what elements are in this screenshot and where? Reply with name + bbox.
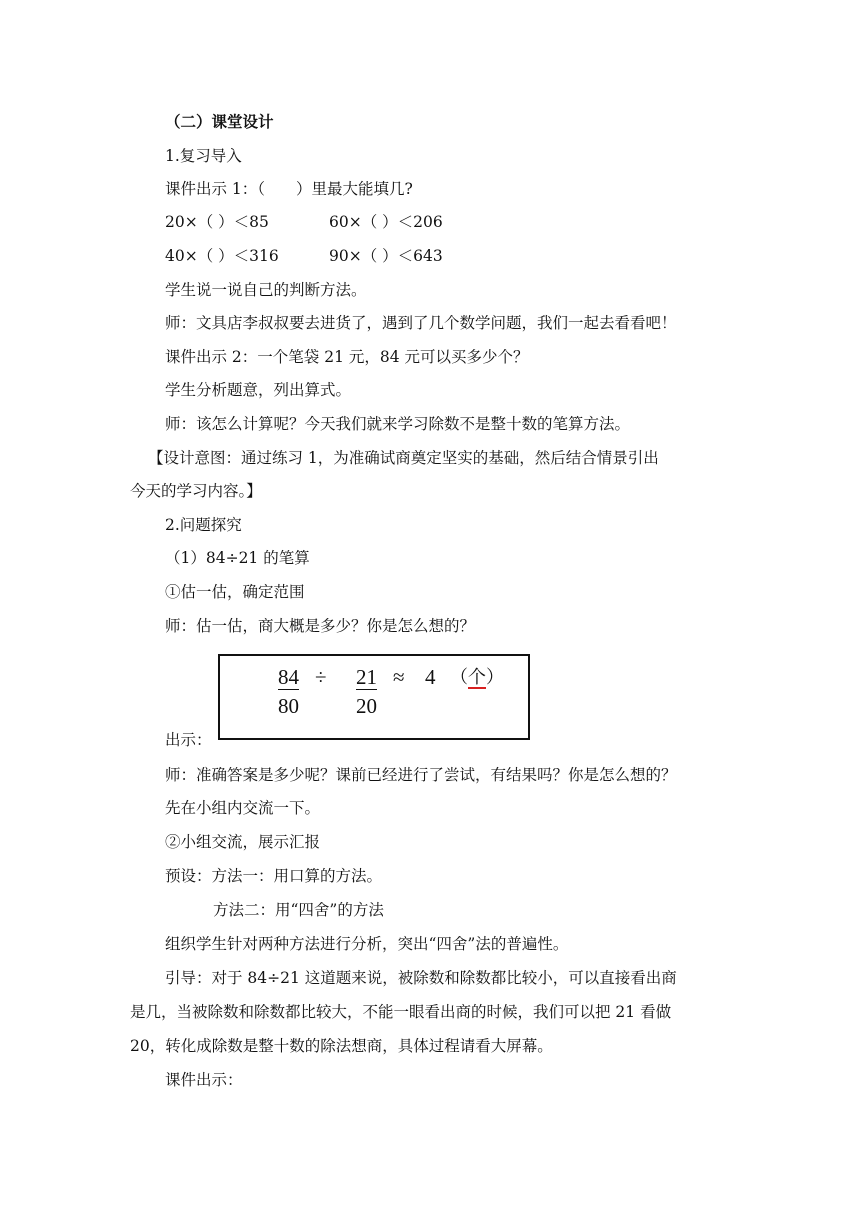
dividend-rounded: 80	[278, 694, 299, 718]
guide-line-3: 20，转化成除数是整十数的除法想商，具体过程请看大屏幕。	[130, 1037, 553, 1055]
paragraph-teacher-3: 师：估一估，商大概是多少？你是怎么想的？	[165, 617, 476, 635]
inequality-3: 40×（ ）＜316	[165, 247, 279, 265]
paragraph-teacher-4: 师：准确答案是多少呢？课前已经进行了尝试，有结果吗？你是怎么想的？	[165, 766, 677, 784]
guide-line-1: 引导：对于 84÷21 这道题来说，被除数和除数都比较小，可以直接看出商	[165, 969, 677, 987]
divisor: 21	[356, 665, 377, 689]
design-intent-line-2: 今天的学习内容。】	[130, 482, 262, 500]
unit-word: 个	[468, 667, 486, 687]
kejian-3: 课件出示：	[165, 1071, 243, 1089]
paragraph-teacher-4b: 先在小组内交流一下。	[165, 799, 321, 817]
subheading-1: （1）84÷21 的笔算	[165, 549, 310, 567]
shown-label: 出示：	[165, 731, 212, 749]
estimation-box	[218, 654, 530, 740]
step-1: ①估一估，确定范围	[165, 583, 305, 601]
paragraph-teacher-1: 师：文具店李叔叔要去进货了，遇到了几个数学问题，我们一起去看看吧！	[165, 314, 677, 332]
inequality-2: 60×（ ）＜206	[329, 213, 443, 231]
heading-review: 1.复习导入	[165, 147, 242, 165]
kejian-2: 课件出示 2：一个笔袋 21 元，84 元可以买多少个？	[165, 348, 529, 366]
kejian-1: 课件出示 1：（ ）里最大能填几?	[165, 180, 413, 198]
unit-close-paren: ）	[486, 667, 504, 687]
quotient: 4	[425, 665, 436, 689]
paragraph-student-say: 学生说一说自己的判断方法。	[165, 281, 367, 299]
heading-explore: 2.问题探究	[165, 516, 242, 534]
preset-method-1: 预设：方法一：用口算的方法。	[165, 867, 383, 885]
division-sign: ÷	[315, 665, 327, 689]
unit-group	[450, 665, 504, 689]
divisor-rounded: 20	[356, 694, 377, 718]
preset-method-2: 方法二：用“四舍”的方法	[213, 901, 384, 919]
dividend: 84	[278, 665, 299, 689]
inequality-1: 20×（ ）＜85	[165, 213, 269, 231]
design-intent-line-1: 【设计意图：通过练习 1，为准确试商奠定坚实的基础，然后结合情景引出	[148, 449, 659, 467]
approx-sign: ≈	[393, 665, 405, 689]
guide-line-2: 是几，当被除数和除数都比较大，不能一眼看出商的时候，我们可以把 21 看做	[130, 1003, 672, 1021]
section-title: （二）课堂设计	[165, 112, 274, 131]
paragraph-organize: 组织学生针对两种方法进行分析，突出“四舍”法的普遍性。	[165, 935, 569, 953]
paragraph-teacher-2: 师：该怎么计算呢？今天我们就来学习除数不是整十数的笔算方法。	[165, 415, 631, 433]
unit-open-paren: （	[450, 667, 468, 687]
paragraph-student-analyze: 学生分析题意，列出算式。	[165, 381, 352, 399]
step-2: ②小组交流，展示汇报	[165, 833, 321, 851]
inequality-4: 90×（ ）＜643	[329, 247, 443, 265]
